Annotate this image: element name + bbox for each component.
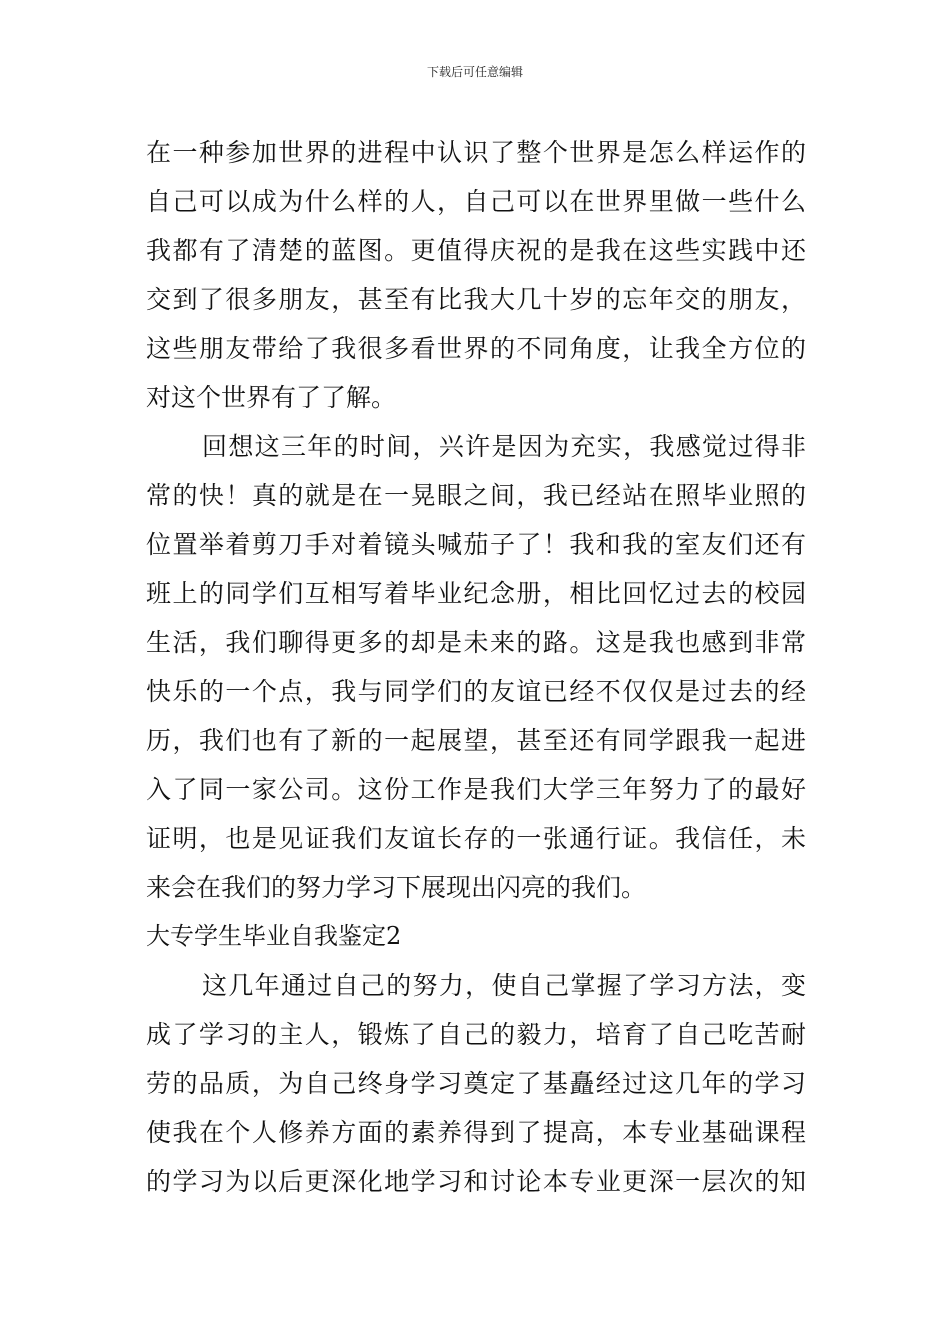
body-line: 成了学习的主人，锻炼了自己的毅力，培育了自己吃苦耐 [146,1020,806,1049]
page-header: 下载后可任意编辑 [426,65,523,79]
body-line: 这些朋友带给了我很多看世界的不同角度，让我全方位的 [146,334,806,363]
document-body [146,128,806,1206]
body-line: 劳的品质，为自己终身学习奠定了基矗经过这几年的学习 [146,1069,806,1098]
body-line: 历，我们也有了新的一起展望，甚至还有同学跟我一起进 [146,726,806,755]
body-line: 使我在个人修养方面的素养得到了提高，本专业基础课程 [146,1118,806,1147]
body-line: 入了同一家公司。这份工作是我们大学三年努力了的最好 [146,775,806,804]
body-line: 自己可以成为什么样的人，自己可以在世界里做一些什么 [146,187,806,216]
body-line: 生活，我们聊得更多的却是未来的路。这是我也感到非常 [146,628,806,657]
body-line: 快乐的一个点，我与同学们的友谊已经不仅仅是过去的经 [146,677,806,706]
body-line: 位置举着剪刀手对着镜头喊茄子了！我和我的室友们还有 [146,530,806,559]
body-line: 证明，也是见证我们友谊长存的一张通行证。我信任，未 [146,824,806,853]
body-line: 常的快！真的就是在一晃眼之间，我已经站在照毕业照的 [146,481,806,510]
body-line: 我都有了清楚的蓝图。更值得庆祝的是我在这些实践中还 [146,236,806,265]
paragraph-first-line: 这几年通过自己的努力，使自己掌握了学习方法，变 [202,971,806,1000]
paragraph-first-line: 回想这三年的时间，兴许是因为充实，我感觉过得非 [202,432,806,461]
body-line: 班上的同学们互相写着毕业纪念册，相比回忆过去的校园 [146,579,806,608]
body-line: 来会在我们的努力学习下展现出闪亮的我们。 [146,873,647,902]
body-line: 交到了很多朋友，甚至有比我大几十岁的忘年交的朋友， [146,285,806,314]
section-heading: 大专学生毕业自我鉴定2 [146,922,402,950]
body-line: 的学习为以后更深化地学习和讨论本专业更深一层次的知 [146,1167,806,1196]
body-line: 在一种参加世界的进程中认识了整个世界是怎么样运作的 [146,138,806,167]
body-line: 对这个世界有了了解。 [146,383,397,412]
